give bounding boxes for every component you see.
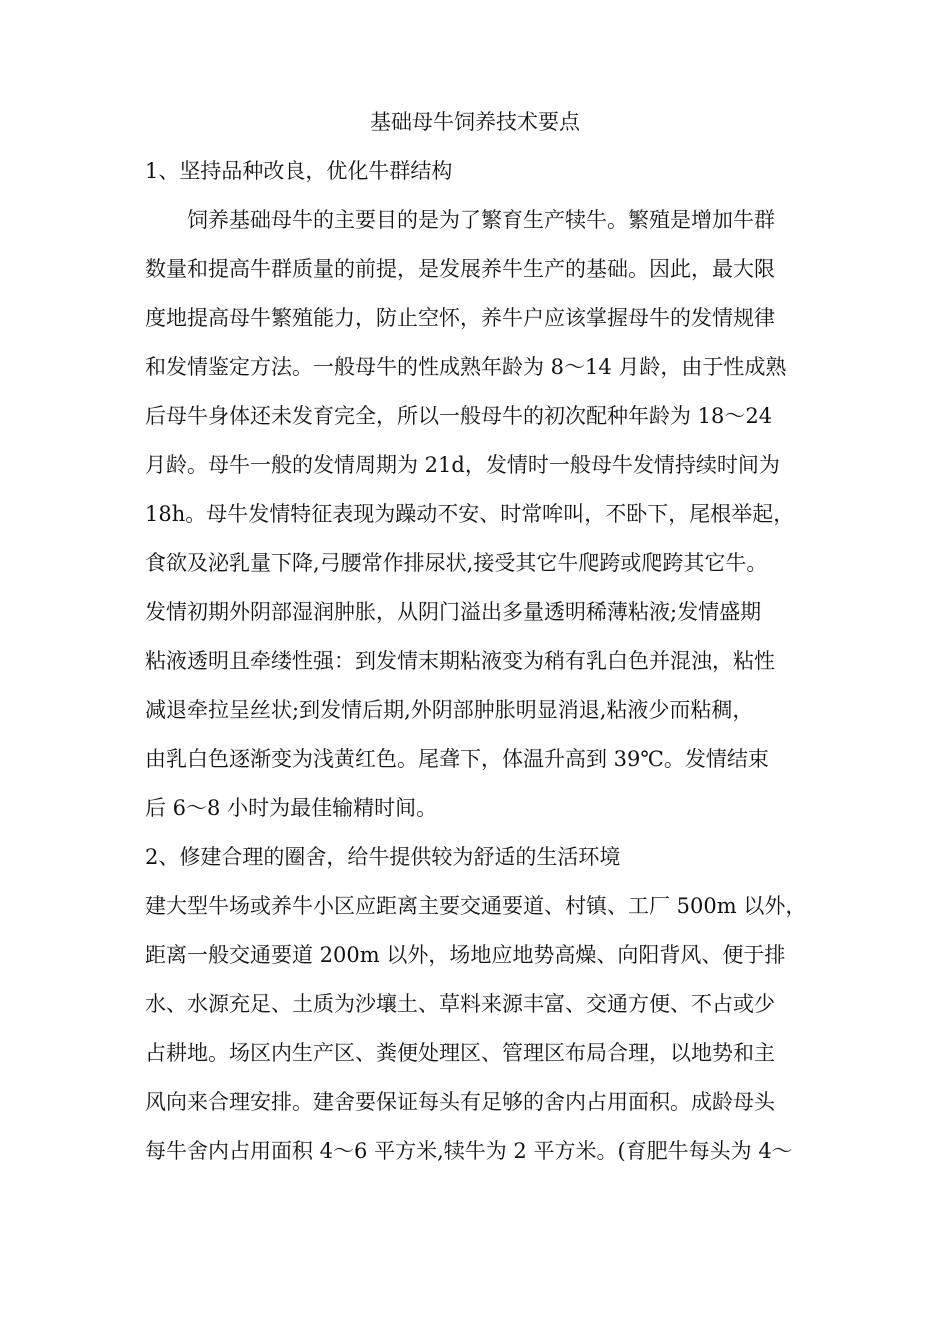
paragraph-line: 建大型牛场或养牛小区应距离主要交通要道、村镇、工厂 500m 以外， xyxy=(145,894,807,918)
paragraph-line: 风向来合理安排。建舍要保证每头有足够的舍内占用面积。成龄母头 xyxy=(145,1090,775,1114)
paragraph-line: 度地提高母牛繁殖能力，防止空怀，养牛户应该掌握母牛的发情规律 xyxy=(145,306,775,330)
paragraph-line: 后母牛身体还未发育完全，所以一般母牛的初次配种年龄为 18～24 xyxy=(145,404,773,428)
paragraph-line: 后 6～8 小时为最佳输精时间。 xyxy=(145,796,438,820)
paragraph-line: 发情初期外阴部湿润肿胀，从阴门溢出多量透明稀薄粘液;发情盛期 xyxy=(145,600,762,624)
paragraph-line: 饲养基础母牛的主要目的是为了繁育生产犊牛。繁殖是增加牛群 xyxy=(187,208,775,232)
paragraph-line: 由乳白色逐渐变为浅黄红色。尾聋下，体温升高到 39℃。发情结束 xyxy=(145,747,769,771)
paragraph-line: 数量和提高牛群质量的前提，是发展养牛生产的基础。因此，最大限 xyxy=(145,257,775,281)
paragraph-line: 18h。母牛发情特征表现为躁动不安、时常哞叫，不卧下，尾根举起， xyxy=(145,502,795,526)
paragraph-line: 减退牵拉呈丝状;到发情后期,外阴部肿胀明显消退,粘液少而粘稠， xyxy=(145,698,754,722)
paragraph-line: 每牛舍内占用面积 4～6 平方米,犊牛为 2 平方米。(育肥牛每头为 4～ xyxy=(145,1139,793,1163)
paragraph-line: 水、水源充足、土质为沙壤土、草料来源丰富、交通方便、不占或少 xyxy=(145,992,775,1016)
page-title: 基础母牛饲养技术要点 xyxy=(370,110,580,134)
paragraph-line: 和发情鉴定方法。一般母牛的性成熟年龄为 8～14 月龄，由于性成熟 xyxy=(145,355,787,379)
paragraph-line: 占耕地。场区内生产区、粪便处理区、管理区布局合理，以地势和主 xyxy=(145,1041,775,1065)
section-heading: 2、修建合理的圈舍，给牛提供较为舒适的生活环境 xyxy=(145,845,621,869)
paragraph-line: 食欲及泌乳量下降,弓腰常作排尿状,接受其它牛爬跨或爬跨其它牛。 xyxy=(145,551,768,575)
paragraph-line: 距离一般交通要道 200m 以外，场地应地势高燥、向阳背风、便于排 xyxy=(145,943,786,967)
paragraph-line: 粘液透明且牵缕性强：到发情末期粘液变为稍有乳白色并混浊，粘性 xyxy=(145,649,775,673)
section-heading: 1、坚持品种改良，优化牛群结构 xyxy=(145,159,453,183)
paragraph-line: 月龄。母牛一般的发情周期为 21d，发情时一般母牛发情持续时间为 xyxy=(145,453,780,477)
